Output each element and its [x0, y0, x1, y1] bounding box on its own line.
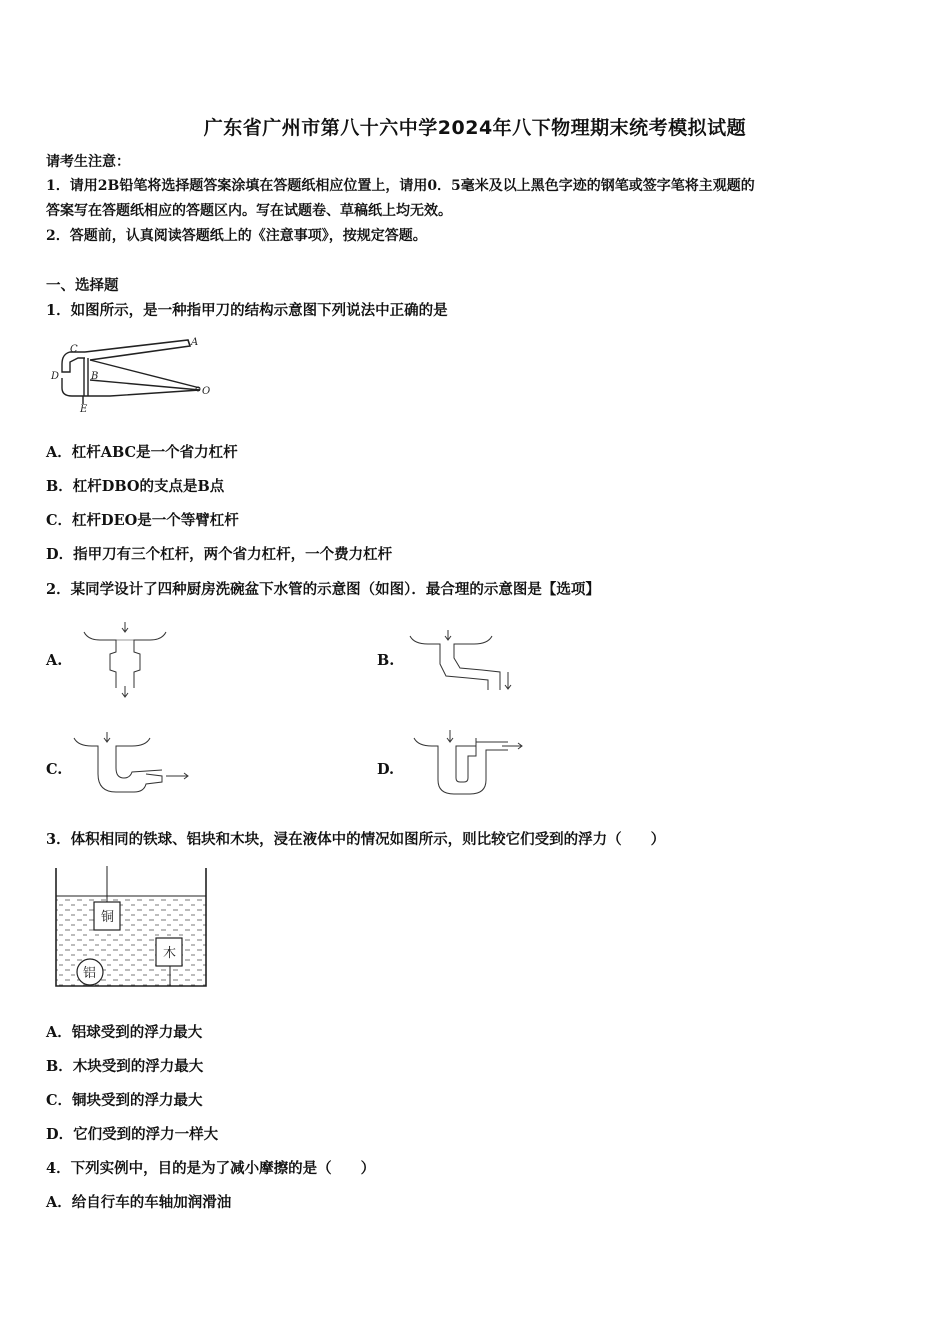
q3-option-b: B．木块受到的浮力最大	[46, 1058, 204, 1075]
q2-label-c: C.	[46, 761, 63, 778]
drain-pipe-a-figure	[80, 622, 170, 702]
section-heading: 一、选择题	[46, 277, 119, 294]
q1-option-a: A．杠杆ABC是一个省力杠杆	[46, 444, 238, 461]
q1-option-d: D．指甲刀有三个杠杆，两个省力杠杆，一个费力杠杆	[46, 546, 393, 563]
page-title: 广东省广州市第八十六中学2024年八下物理期末统考模拟试题	[203, 117, 747, 139]
fig-label-a: A	[191, 337, 199, 348]
notice-line-1: 1．请用2B铅笔将选择题答案涂填在答题纸相应位置上，请用0．5毫米及以上黑色字迹的钢笔或签字笔将主观题的	[46, 178, 755, 194]
q2-label-d: D.	[377, 761, 395, 778]
buoyancy-figure	[52, 866, 212, 991]
nail-clipper-figure	[50, 330, 220, 420]
fig-label-wood: 木	[163, 946, 177, 961]
fig-label-aluminum: 铝	[83, 966, 97, 981]
fig-label-d: D	[51, 371, 60, 382]
q4-option-a: A．给自行车的车轴加润滑油	[46, 1194, 232, 1211]
fig-label-e: E	[80, 404, 88, 415]
q2-label-a: A.	[46, 652, 63, 669]
q3-option-d: D．它们受到的浮力一样大	[46, 1126, 219, 1143]
fig-label-o: O	[202, 386, 211, 397]
q1-option-c: C．杠杆DEO是一个等臂杠杆	[46, 512, 239, 529]
q3-option-c: C．铜块受到的浮力最大	[46, 1092, 203, 1109]
q2-stem: 2．某同学设计了四种厨房洗碗盆下水管的示意图（如图）．最合理的示意图是【选项】	[46, 581, 600, 598]
drain-pipe-b-figure	[408, 628, 518, 698]
fig-label-c: C	[70, 344, 78, 355]
q1-option-b: B．杠杆DBO的支点是B点	[46, 478, 225, 495]
q4-stem: 4．下列实例中，目的是为了减小摩擦的是（ ）	[46, 1160, 376, 1177]
q1-stem: 1．如图所示，是一种指甲刀的结构示意图下列说法中正确的是	[46, 302, 448, 319]
notice-line-2: 答案写在答题纸相应的答题区内。写在试题卷、草稿纸上均无效。	[46, 203, 452, 219]
fig-label-b: B	[91, 371, 99, 382]
q3-option-a: A．铝球受到的浮力最大	[46, 1024, 203, 1041]
fig-label-copper: 铜	[101, 910, 115, 925]
q2-label-b: B.	[377, 652, 395, 669]
drain-pipe-d-figure	[412, 728, 532, 800]
notice-line-3: 2．答题前，认真阅读答题纸上的《注意事项》，按规定答题。	[46, 228, 427, 244]
notice-heading: 请考生注意：	[46, 154, 130, 170]
drain-pipe-c-figure	[72, 730, 197, 800]
q3-stem: 3．体积相同的铁球、铝块和木块，浸在液体中的情况如图所示，则比较它们受到的浮力（ ）	[46, 831, 666, 848]
